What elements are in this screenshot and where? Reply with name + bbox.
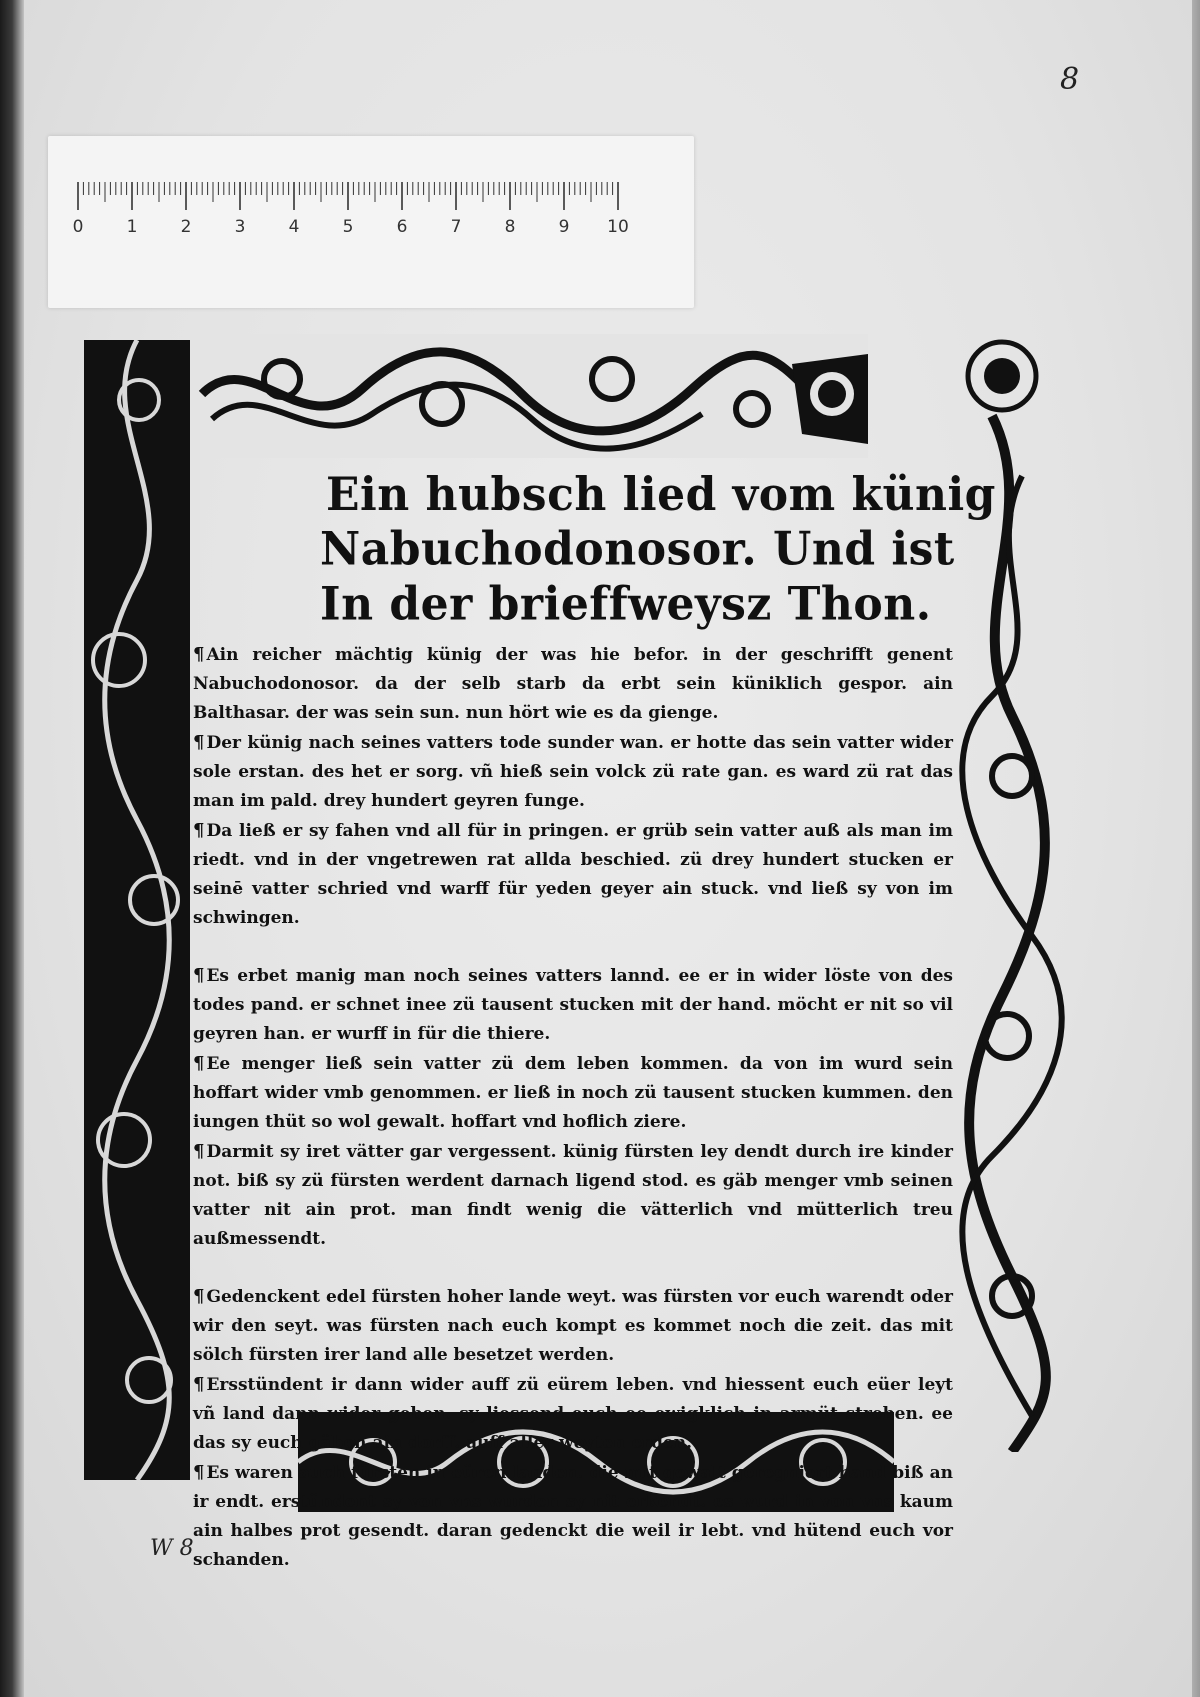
stanza: [193, 961, 953, 1049]
ruler-label: 8: [504, 217, 516, 237]
pilcrow-icon: ¶: [193, 1141, 205, 1162]
stanza-text: Ersstündent ir dann wider auff zü eürem leben. vnd hiessent euch eüer leyt vñ land dann wider geben. sy liessend euch ee ewigklich in armüt streben. ee das sy euch gäben ain dorff. auff aller weyten erden.: [193, 1375, 953, 1453]
ruler-label: 9: [558, 217, 570, 237]
pilcrow-icon: ¶: [193, 644, 205, 665]
stanza: [193, 640, 953, 728]
pilcrow-icon: ¶: [193, 732, 205, 753]
stanza-gap: [193, 1254, 953, 1282]
pilcrow-icon: ¶: [193, 1462, 205, 1483]
stanza-text: Ee menger ließ sein vatter zü dem leben kommen. da von im wurd sein hoffart wider vmb genommen. er ließ in noch zü tausent stucken kummen. den iungen thüt so wol gewalt. hoffart vnd hoflich ziere.: [193, 1054, 953, 1132]
page-number: 8: [1060, 62, 1080, 97]
ruler-label: 0: [72, 217, 84, 237]
stanza: [193, 1458, 953, 1575]
stanza-text: Gedenckent edel fürsten hoher lande weyt. was fürsten vor euch warendt oder wir den seyt. was fürsten nach euch kompt es kommet noch die zeit. das mit sölch fürsten irer land alle besetzet werden.: [193, 1287, 953, 1365]
stanza: [193, 816, 953, 933]
pilcrow-icon: ¶: [193, 965, 205, 986]
measurement-ruler: [48, 136, 694, 308]
title-line-2: Nabuchodonosor. Und ist: [320, 522, 955, 577]
stanza: [193, 728, 953, 816]
foliage-ornament-icon: [192, 334, 868, 458]
stanza-text: Es waren auch fürsten in eüren landen. die mit gewalt geregniert hand biß an ir endt. erstündent sy von vns wurden sy nit erkendt. es wurd in von vns kaum ain halbes prot gesendt. daran gedenckt die weil ir lebt. vnd hütend euch vor schanden.: [193, 1463, 953, 1570]
pilcrow-icon: ¶: [193, 1053, 205, 1074]
ruler-label: 7: [450, 217, 462, 237]
ruler-scale: [48, 136, 694, 308]
ruler-label: 4: [288, 217, 300, 237]
ruler-label: 1: [126, 217, 138, 237]
ruler-label: 5: [342, 217, 354, 237]
stanza-text: Darmit sy iret vätter gar vergessent. künig fürsten ley dendt durch ire kinder not. biß sy zü fürsten werdent darnach ligend stod. es gäb menger vmb seinen vatter nit ain prot. man findt wenig die vätterlich vnd mütterlich treu außmessendt.: [193, 1142, 953, 1249]
ruler-label: 6: [396, 217, 408, 237]
pilcrow-icon: ¶: [193, 1374, 205, 1395]
stanza-text: Der künig nach seines vatters tode sunder wan. er hotte das sein vatter wider sole erstan. des het er sorg. vñ hieß sein volck zü rate gan. es ward zü rat das man im pald. drey hundert geyren funge.: [193, 733, 953, 811]
left-woodcut-border: [84, 340, 190, 1480]
song-title: [260, 468, 996, 632]
ruler-label: 2: [180, 217, 192, 237]
pilcrow-icon: ¶: [193, 1286, 205, 1307]
ruler-label: 3: [234, 217, 246, 237]
stanza: [193, 1137, 953, 1254]
stanza-text: Ain reicher mächtig künig der was hie befor. in der geschrifft genent Nabuchodonosor. da der selb starb da erbt sein küniklich gespor. ain Balthasar. der was sein sun. nun hört wie es da gienge.: [193, 645, 953, 723]
title-line-1: Ein hubsch lied vom künig: [326, 468, 996, 522]
title-line-3: In der brieffweysz Thon.: [320, 577, 932, 631]
stanza-gap: [193, 933, 953, 961]
vine-ornament-icon: [84, 340, 190, 1480]
stanza: [193, 1049, 953, 1137]
stanza-text: Da ließ er sy fahen vnd all für in pringen. er grüb sein vatter auß als man im riedt. vnd in der vngetrewen rat allda beschied. zü drey hundert stucken er seinē vatter schried vnd warff für yeden geyer ain stuck. vnd ließ sy von im schwingen.: [193, 821, 953, 928]
stanza-text: Es erbet manig man noch seines vatters lannd. ee er in wider löste von des todes pand. er schnet inee zü tausent stucken mit der hand. möcht er nit so vil geyren han. er wurff in für die thiere.: [193, 966, 953, 1044]
stanza: [193, 1282, 953, 1370]
pilcrow-icon: ¶: [193, 820, 205, 841]
song-text: [193, 640, 953, 1575]
signature-mark: W 8: [150, 1536, 194, 1561]
ruler-label: 10: [607, 217, 629, 237]
top-woodcut-border: [192, 334, 868, 458]
stanza: [193, 1370, 953, 1458]
